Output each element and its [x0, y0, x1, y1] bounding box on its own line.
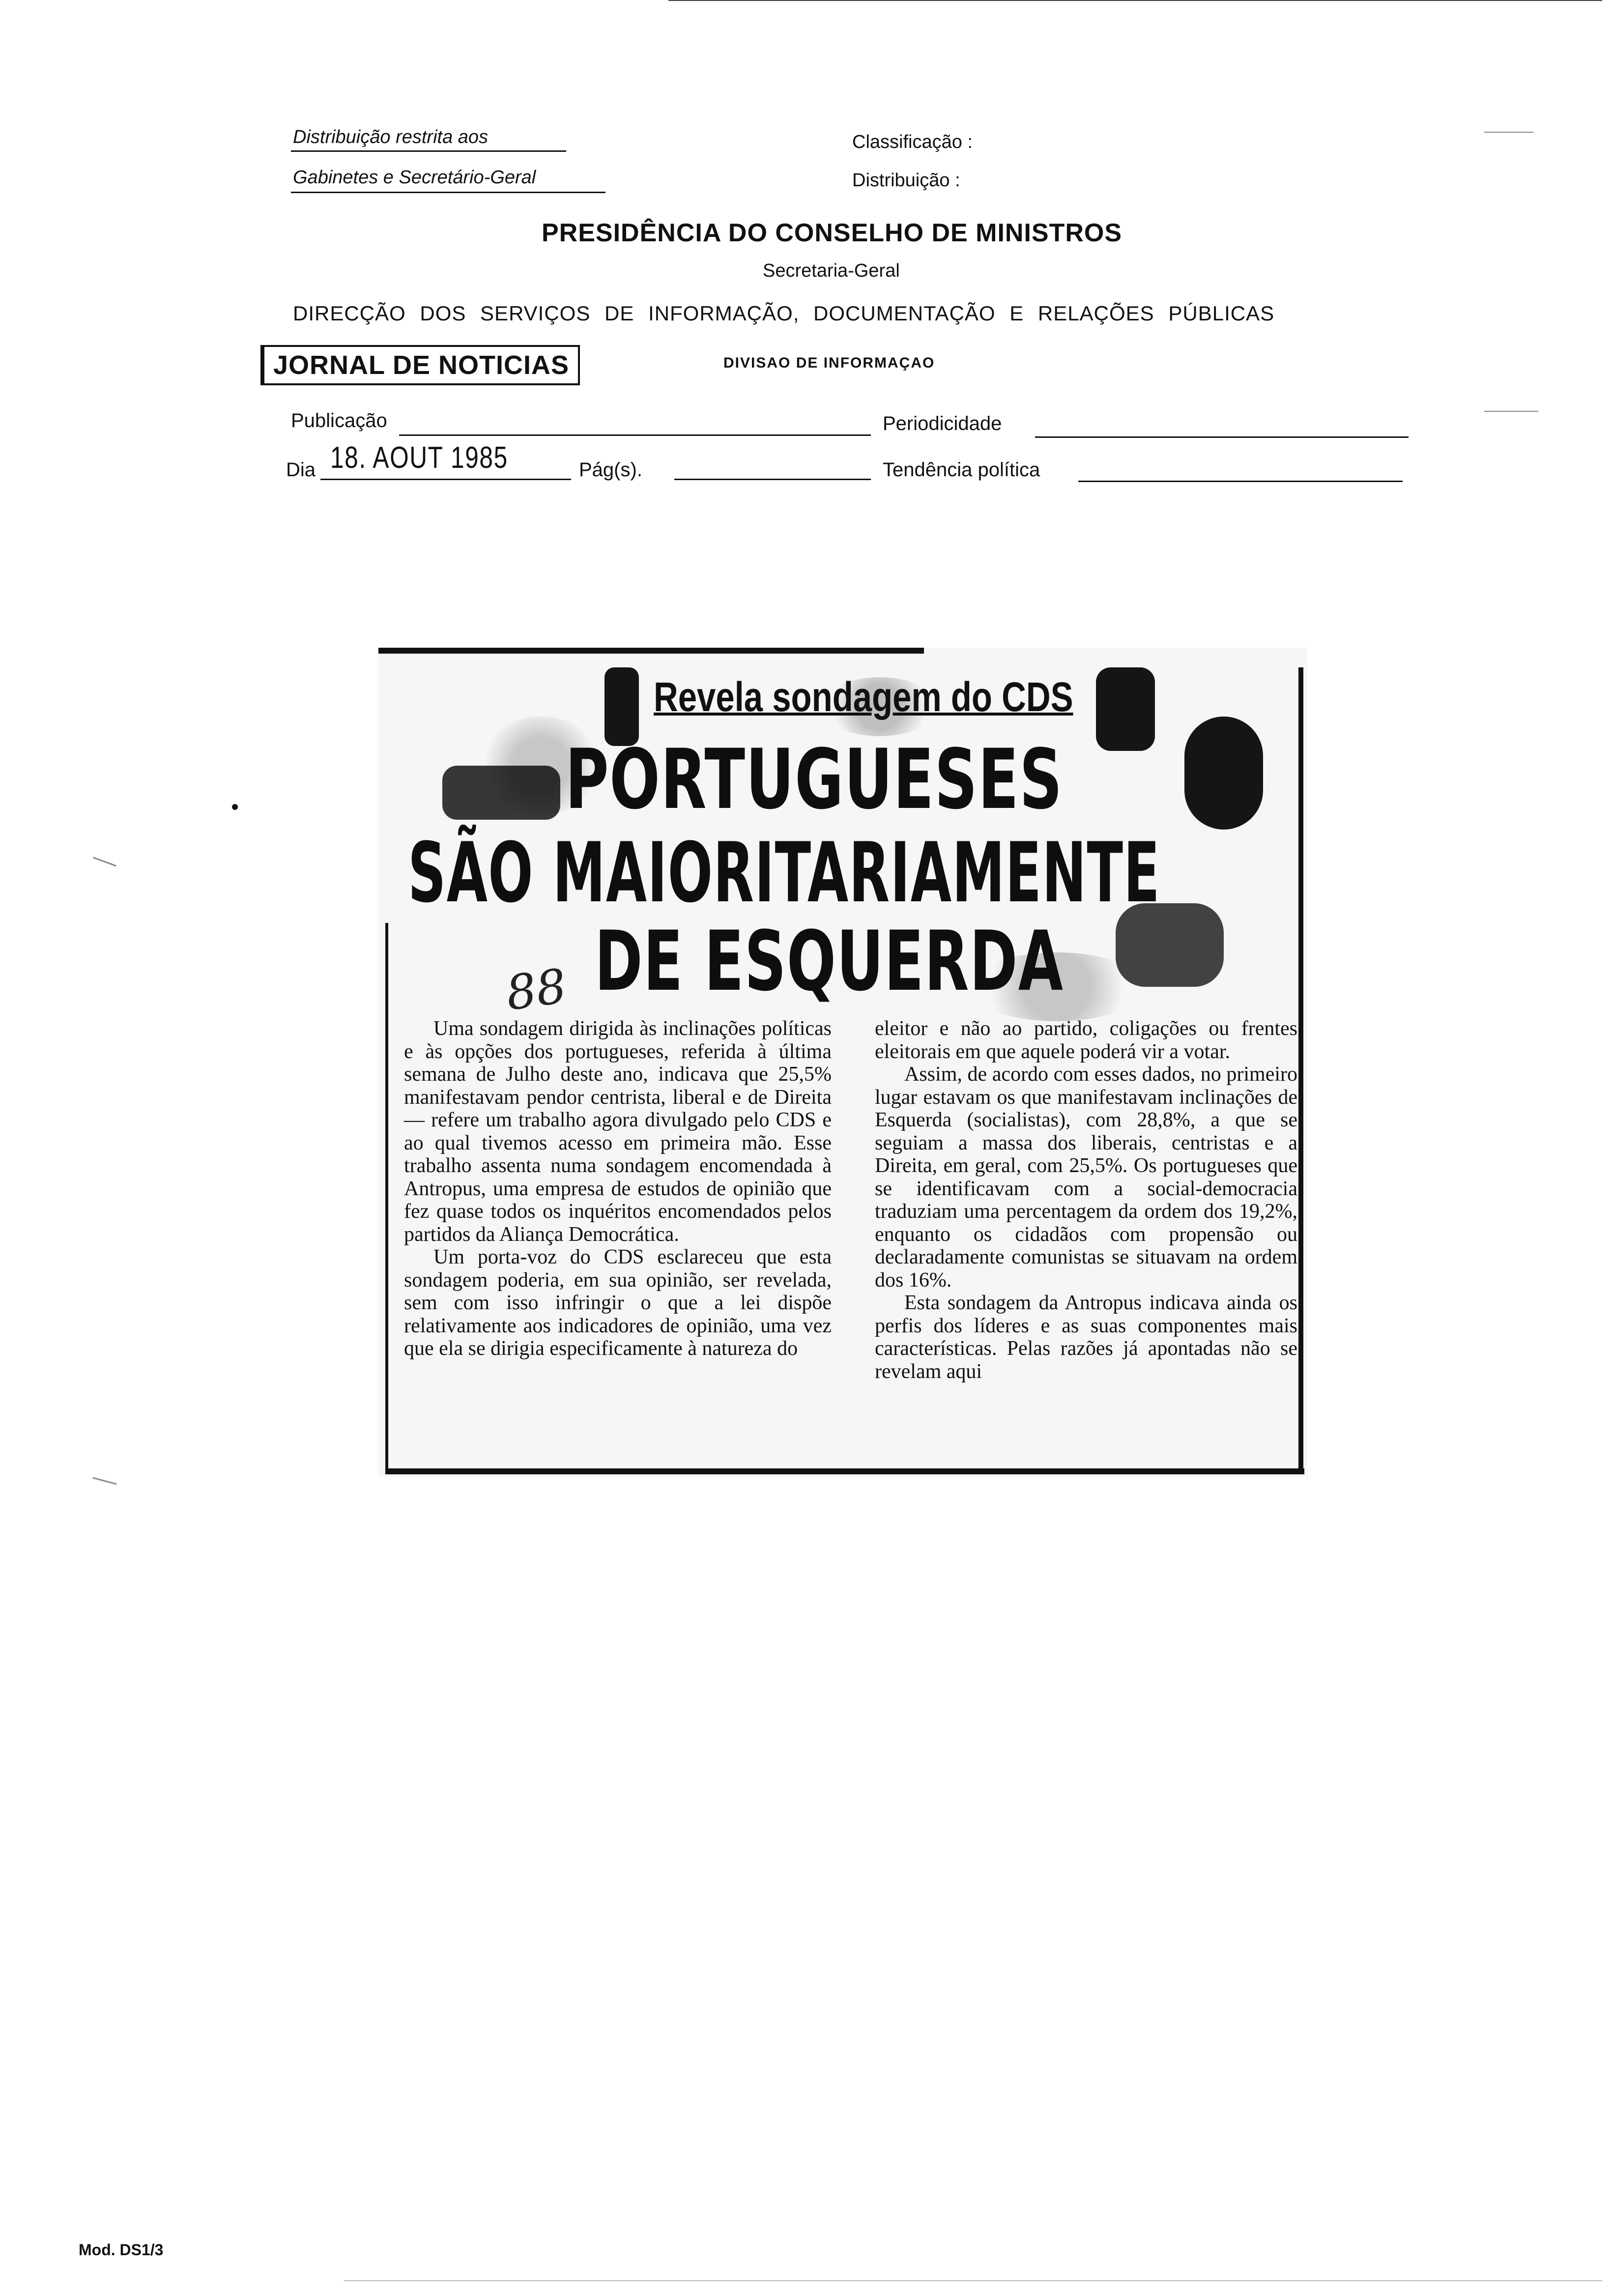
- distribution-restricted-line1: Distribuição restrita aos: [293, 127, 489, 147]
- tendencia-field-line: [1078, 481, 1403, 482]
- headline-line-1: PORTUGUESES: [565, 731, 1063, 828]
- publicacao-label: Publicação: [291, 410, 387, 431]
- clip-edge: [378, 648, 924, 654]
- secretaria-geral: Secretaria-Geral: [763, 260, 900, 281]
- scan-dot: [232, 804, 238, 810]
- article-column-2: [875, 1017, 1297, 1383]
- article-paragraph: eleitor e não ao partido, coligações ou frentes eleitorais em que aquele poderá vir a votar.: [875, 1017, 1297, 1063]
- pags-label: Pág(s).: [579, 459, 642, 481]
- divisao-informacao: DIVISAO DE INFORMAÇAO: [723, 355, 935, 371]
- dia-field-line: [320, 479, 571, 480]
- handwritten-note: 88: [502, 958, 570, 1021]
- clip-edge: [385, 923, 388, 1468]
- dia-value: 18. AOUT 1985: [330, 441, 508, 475]
- article-kicker: Revela sondagem do CDS: [654, 674, 1073, 720]
- pags-field-line: [674, 479, 871, 480]
- clip-edge: [385, 1468, 1304, 1474]
- article-paragraph: Esta sondagem da Antropus indicava ainda os perfis dos líderes e as suas componentes mais características. Pelas razões já apontadas não se revelam aqui: [875, 1292, 1297, 1383]
- publicacao-field-line: [399, 434, 871, 436]
- scan-mark: [1484, 411, 1538, 412]
- article-paragraph: Assim, de acordo com esses dados, no primeiro lugar estavam os que manifestavam inclinações de Esquerda (socialistas), com 28,8%, a que se seguiam a massa dos liberais, centristas e a Direita, em geral, com 25,5%. Os portugueses que se identificavam com a social-democracia traduziam uma percentagem da ordem dos 19,2%, enquanto os cidadãos com propensão ou declaradamente comunistas se situavam na ordem dos 16%.: [875, 1063, 1297, 1292]
- scan-blot: [1096, 667, 1155, 751]
- divider: [291, 192, 605, 193]
- article-paragraph: Uma sondagem dirigida às inclinações políticas e às opções dos portugueses, referida à última semana de Julho deste ano, indicava que 25,5% manifestavam pendor centrista, liberal e de Direita — refere um trabalho agora divulgado pelo CDS e ao qual tivemos acesso em primeira mão. Esse trabalho assenta numa sondagem encomendada à Antropus, uma empresa de estudos de opinião que fez quase todos os inquéritos encomendados pelos partidos da Aliança Democrática.: [404, 1017, 832, 1246]
- article-paragraph: Um porta-voz do CDS esclareceu que esta sondagem poderia, em sua opinião, ser revelada, sem com isso infringir o que a lei dispõe relativamente aos indicadores de opinião, uma vez que ela se dirigia especificamente à natureza do: [404, 1246, 832, 1360]
- distribuicao-label: Distribuição :: [852, 170, 960, 191]
- divider: [291, 150, 566, 152]
- classificacao-label: Classificação :: [852, 132, 973, 152]
- article-column-1: [404, 1017, 832, 1360]
- publication-stamp: JORNAL DE NOTICIAS: [260, 345, 580, 385]
- periodicidade-label: Periodicidade: [883, 413, 1002, 434]
- presidencia-title: PRESIDÊNCIA DO CONSELHO DE MINISTROS: [542, 219, 1123, 247]
- scan-mark: [1484, 132, 1533, 133]
- model-number: Mod. DS1/3: [79, 2241, 164, 2259]
- scan-mark: [93, 857, 116, 867]
- clip-edge: [1298, 667, 1303, 1473]
- headline-line-2: SÃO MAIORITARIAMENTE: [408, 825, 1160, 921]
- newspaper-clipping: [378, 648, 1307, 1476]
- scan-mark: [668, 0, 1602, 1]
- dia-label: Dia: [286, 459, 316, 481]
- scan-blot: [1184, 717, 1263, 830]
- direccao-servicos: DIRECÇÃO DOS SERVIÇOS DE INFORMAÇÃO, DOCUMENTAÇÃO E RELAÇÕES PÚBLICAS: [293, 302, 1275, 325]
- headline-line-3: DE ESQUERDA: [595, 913, 1064, 1009]
- tendencia-label: Tendência política: [883, 459, 1040, 481]
- periodicidade-field-line: [1035, 436, 1409, 438]
- scan-mark: [344, 2280, 1602, 2281]
- scan-mark: [92, 1477, 116, 1485]
- distribution-restricted-line2: Gabinetes e Secretário-Geral: [293, 167, 536, 188]
